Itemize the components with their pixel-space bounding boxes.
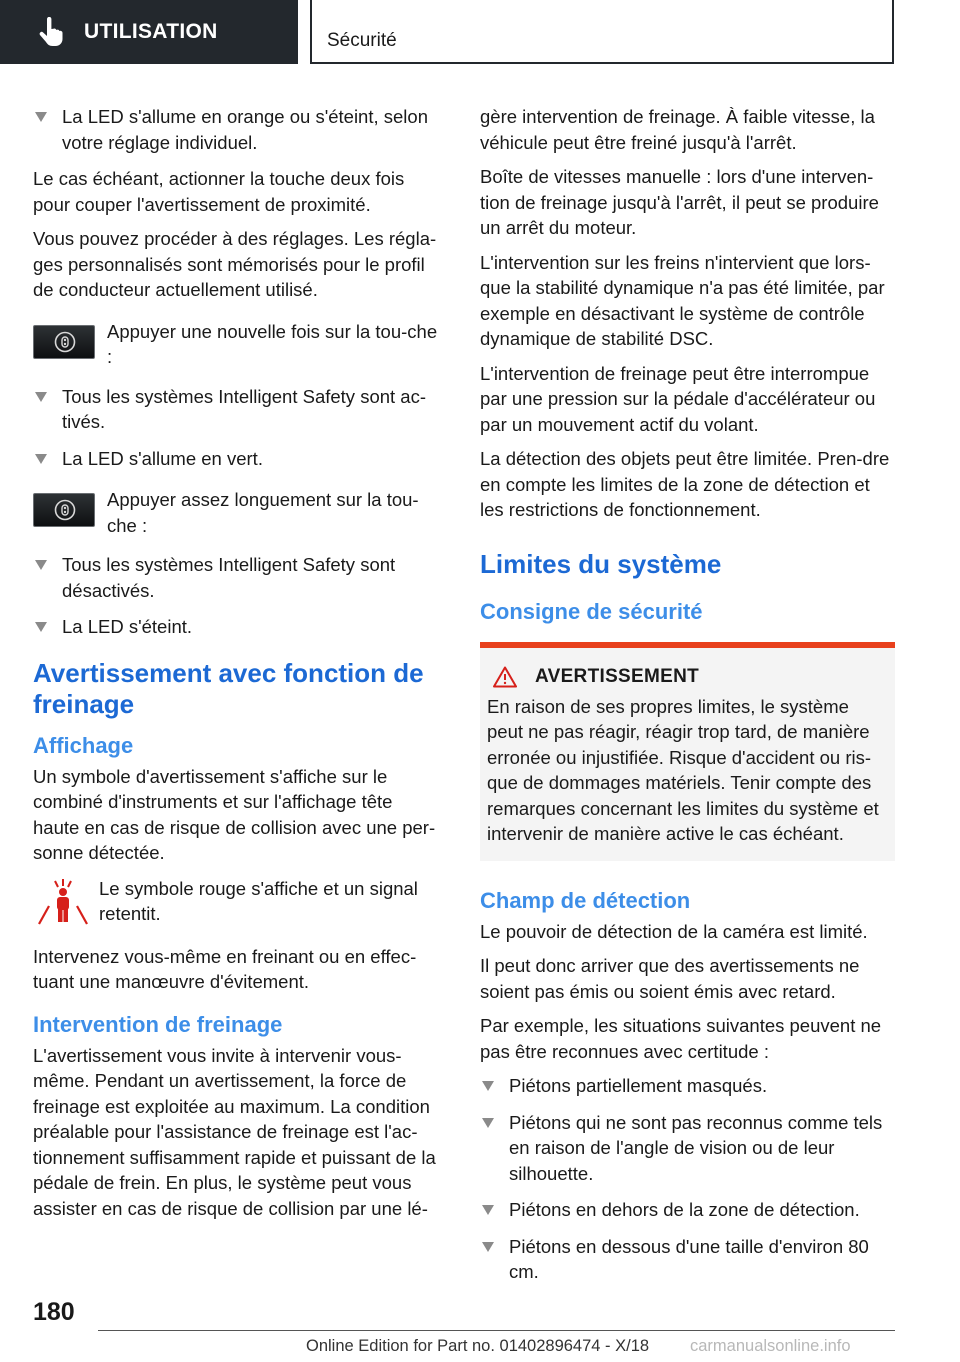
symbol-instruction: [33, 876, 443, 932]
hand-pointer-icon: [38, 17, 64, 47]
bullet-triangle-icon: [35, 112, 47, 122]
section-heading: Avertissement avec fonction de freinage: [33, 657, 424, 719]
instruction-text: Appuyer assez longuement sur la tou-che :: [107, 489, 419, 536]
warning-title: AVERTISSEMENT: [535, 665, 700, 687]
header-section-tab: [0, 0, 298, 64]
warning-triangle-icon: [493, 666, 517, 688]
paragraph: Intervenez vous-même en freinant ou en effec-tuant une manœuvre d'évitement.: [33, 945, 417, 992]
safety-button-icon: [33, 325, 95, 359]
list-item: [33, 104, 443, 155]
subsection-heading: Consigne de sécurité: [480, 598, 703, 624]
paragraph: La détection des objets peut être limitée. Pren-dre en compte les limites de la zone de détection et les restrictions de fonctionnement.: [480, 448, 890, 520]
topic-title: Sécurité: [327, 30, 397, 51]
list-item: [33, 446, 443, 472]
list-item-text: La LED s'éteint.: [62, 616, 193, 637]
list-item: [33, 614, 443, 640]
paragraph: Un symbole d'avertissement s'affiche sur le combiné d'instruments et sur l'affichage tête haute en cas de risque de collision avec une per-sonne détectée.: [33, 765, 436, 863]
header-topic-box: [310, 0, 894, 64]
subsection-heading: Affichage: [33, 732, 134, 758]
list-item-text: Piétons qui ne sont pas reconnus comme tels en raison de l'angle de vision ou de leur silhouette.: [509, 1111, 883, 1184]
list-item: [480, 1234, 895, 1285]
list-item-text: Tous les systèmes Intelligent Safety sont ac-tivés.: [62, 385, 427, 432]
list-item: [33, 384, 443, 435]
paragraph: Vous pouvez procéder à des réglages. Les régla-ges personnalisés sont mémorisés pour le profil de conducteur actuellement utilisé.: [33, 228, 437, 300]
list-item-text: La LED s'allume en orange ou s'éteint, selon votre réglage individuel.: [62, 106, 428, 153]
bullet-triangle-icon: [35, 622, 47, 632]
footer-edition: Online Edition for Part no. 01402896474 - X/18: [306, 1337, 650, 1355]
subsection-heading: Champ de détection: [480, 887, 691, 913]
list-item-text: Piétons partiellement masqués.: [509, 1075, 768, 1096]
section-heading: Limites du système: [480, 548, 722, 579]
paragraph: L'intervention de freinage peut être interrompue par une pression sur la pédale d'accélérateur ou par un mouvement actif du volant.: [480, 362, 876, 435]
warning-box: [480, 642, 895, 861]
button-instruction: [33, 319, 443, 370]
list-item-text: Tous les systèmes Intelligent Safety sont désactivés.: [62, 554, 396, 601]
button-instruction: [33, 487, 443, 538]
warning-text: En raison de ses propres limites, le système peut ne pas réagir, réagir trop tard, de manière erronée ou injustifiée. Risque d'accident ou ris-que de dommages matériels. Tenir compte des remarques concernant les limites du système et intervenir de manière active le cas échéant.: [487, 695, 879, 844]
safety-button-icon: [33, 493, 95, 527]
footer-divider: [98, 1330, 895, 1331]
bullet-triangle-icon: [35, 560, 47, 570]
watermark: carmanualsonline.info: [690, 1337, 851, 1355]
bullet-triangle-icon: [35, 392, 47, 402]
list-item-text: La LED s'allume en vert.: [62, 447, 263, 469]
paragraph: gère intervention de freinage. À faible vitesse, la véhicule peut être freiné jusqu'à l'arrêt.: [480, 106, 875, 153]
list-item: [480, 1073, 895, 1099]
paragraph: L'avertissement vous invite à intervenir vous-même. Pendant un avertissement, la force de freinage est exploitée au maximum. La condition préalable pour l'assistance de freinage est l'ac-tionnement suffisamment rapide et puissant de la pédale de frein. En plus, le système peut vous assister en cas de risque de collision par une lé-: [33, 1044, 436, 1219]
paragraph: Boîte de vitesses manuelle : lors d'une interven-tion de freinage jusqu'à l'arrêt, il peut se produire un arrêt du moteur.: [480, 166, 879, 238]
pedestrian-warning-icon: [33, 876, 93, 932]
bullet-triangle-icon: [482, 1205, 494, 1215]
bullet-triangle-icon: [482, 1242, 494, 1252]
subsection-heading: Intervention de freinage: [33, 1011, 283, 1037]
paragraph: Par exemple, les situations suivantes peuvent ne pas être reconnues avec certitude :: [480, 1015, 882, 1062]
warning-header: [487, 666, 887, 688]
list-item-text: Piétons en dehors de la zone de détection.: [509, 1199, 860, 1220]
section-title: UTILISATION: [84, 20, 218, 43]
list-item: [480, 1110, 895, 1187]
paragraph: Le pouvoir de détection de la caméra est limité.: [480, 920, 868, 942]
left-column: [33, 104, 443, 1230]
bullet-triangle-icon: [35, 454, 47, 464]
instruction-text: Appuyer une nouvelle fois sur la tou-che :: [107, 320, 438, 367]
bullet-triangle-icon: [482, 1118, 494, 1128]
list-item: [33, 552, 443, 603]
instruction-text: Le symbole rouge s'affiche et un signal retentit.: [99, 877, 418, 924]
page-number: 180: [33, 1298, 75, 1326]
paragraph: Il peut donc arriver que des avertissements ne soient pas émis ou soient émis avec retard.: [480, 955, 860, 1002]
right-column: [480, 104, 895, 1296]
paragraph: Le cas échéant, actionner la touche deux fois pour couper l'avertissement de proximité.: [33, 168, 405, 215]
paragraph: L'intervention sur les freins n'intervient que lors-que la stabilité dynamique n'a pas été limitée, par exemple en désactivant le système de contrôle dynamique de stabilité DSC.: [480, 251, 885, 349]
list-item: [480, 1197, 895, 1223]
bullet-triangle-icon: [482, 1081, 494, 1091]
list-item-text: Piétons en dessous d'une taille d'environ 80 cm.: [509, 1235, 869, 1282]
